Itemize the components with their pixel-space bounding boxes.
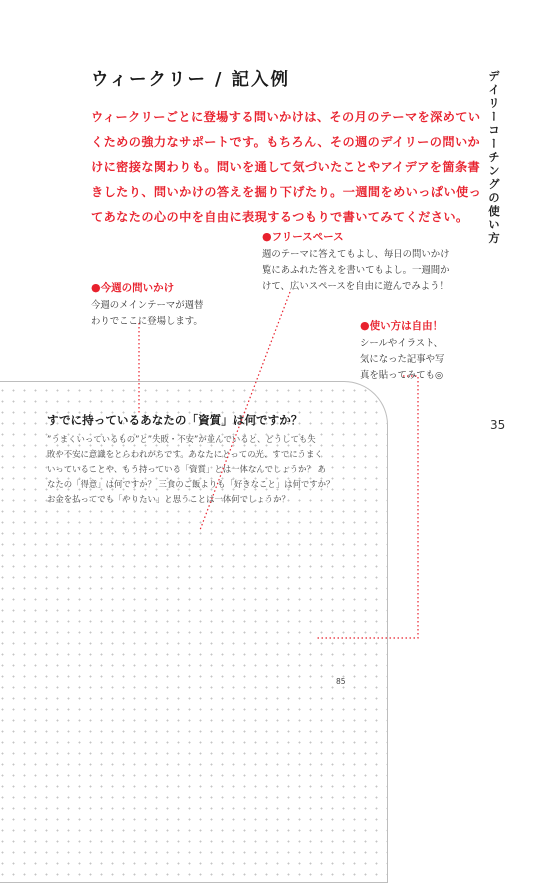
description-line: お金を払ってでも「やりたい」と思うことは一体何でしょうか？	[47, 494, 290, 504]
callout-usage-free	[360, 318, 444, 384]
section-side-title: デイリーコーチングの使い方	[487, 70, 501, 246]
callout-line: シールやイラスト、	[360, 338, 444, 349]
leader-line-free-space	[200, 292, 290, 530]
red-dot-icon: ●	[262, 230, 272, 243]
callout-line: 気になった記事や写	[360, 354, 445, 365]
weekly-question-title: すでに持っているあなたの「資質」は何ですか？	[47, 413, 303, 427]
callout-line: わりでここに登場します。	[91, 316, 203, 327]
callout-heading: 使い方は自由！	[369, 320, 444, 332]
page-title: ウィークリー / 記入例	[91, 70, 291, 90]
callout-heading: 今週の問いかけ	[100, 282, 175, 294]
callout-line: 真を貼ってみても◎	[360, 370, 444, 381]
callout-line: 今週のメインテーマが週替	[91, 300, 204, 311]
intro-line: てあなたの心の中を自由に表現するつもりで書いてみてください。	[91, 210, 469, 224]
callout-free-space	[262, 229, 450, 295]
callout-line: 覧にあふれた答えを書いてもよし。一週間か	[262, 265, 450, 276]
red-dot-icon: ●	[360, 319, 370, 332]
intro-line: きしたり、問いかけの答えを掘り下げたり。一週間をめいっぱい使っ	[91, 185, 482, 199]
callout-line: けて、広いスペースを自由に遊んでみよう！	[262, 281, 449, 292]
callout-heading: フリースペース	[271, 231, 344, 243]
intro-line: けに密接な関わりも。問いを通して気づいたことやアイデアを箇条書	[91, 160, 481, 174]
description-line: 敗や不安に意識をとらわれがちです。あなたにとっての光、すでにうまく	[47, 449, 323, 459]
callout-line: 週のテーマに答えてもよし、毎日の問いかけ	[262, 249, 450, 260]
intro-line: ウィークリーごとに登場する問いかけは、その月のテーマを深めてい	[91, 110, 481, 124]
intro-line: くための強力なサポートです。もちろん、その週のデイリーの問いか	[91, 135, 481, 149]
description-line: なたの「得意」は何ですか？ 三食のご飯よりも「好きなこと」は何ですか？	[47, 479, 335, 489]
callout-weekly-question	[91, 280, 203, 330]
description-line: いっていることや、もう持っている「資質」とは一体なんでしょうか？ あ	[47, 464, 326, 474]
red-dot-icon: ●	[91, 281, 101, 294]
leader-line-usage	[316, 376, 418, 638]
description-line: ”うまくいっているもの”と”失敗・不安”が並んでいると、どうしても失	[47, 434, 316, 444]
page-number: 35	[490, 418, 506, 432]
notebook-page-number: 85	[336, 677, 346, 686]
